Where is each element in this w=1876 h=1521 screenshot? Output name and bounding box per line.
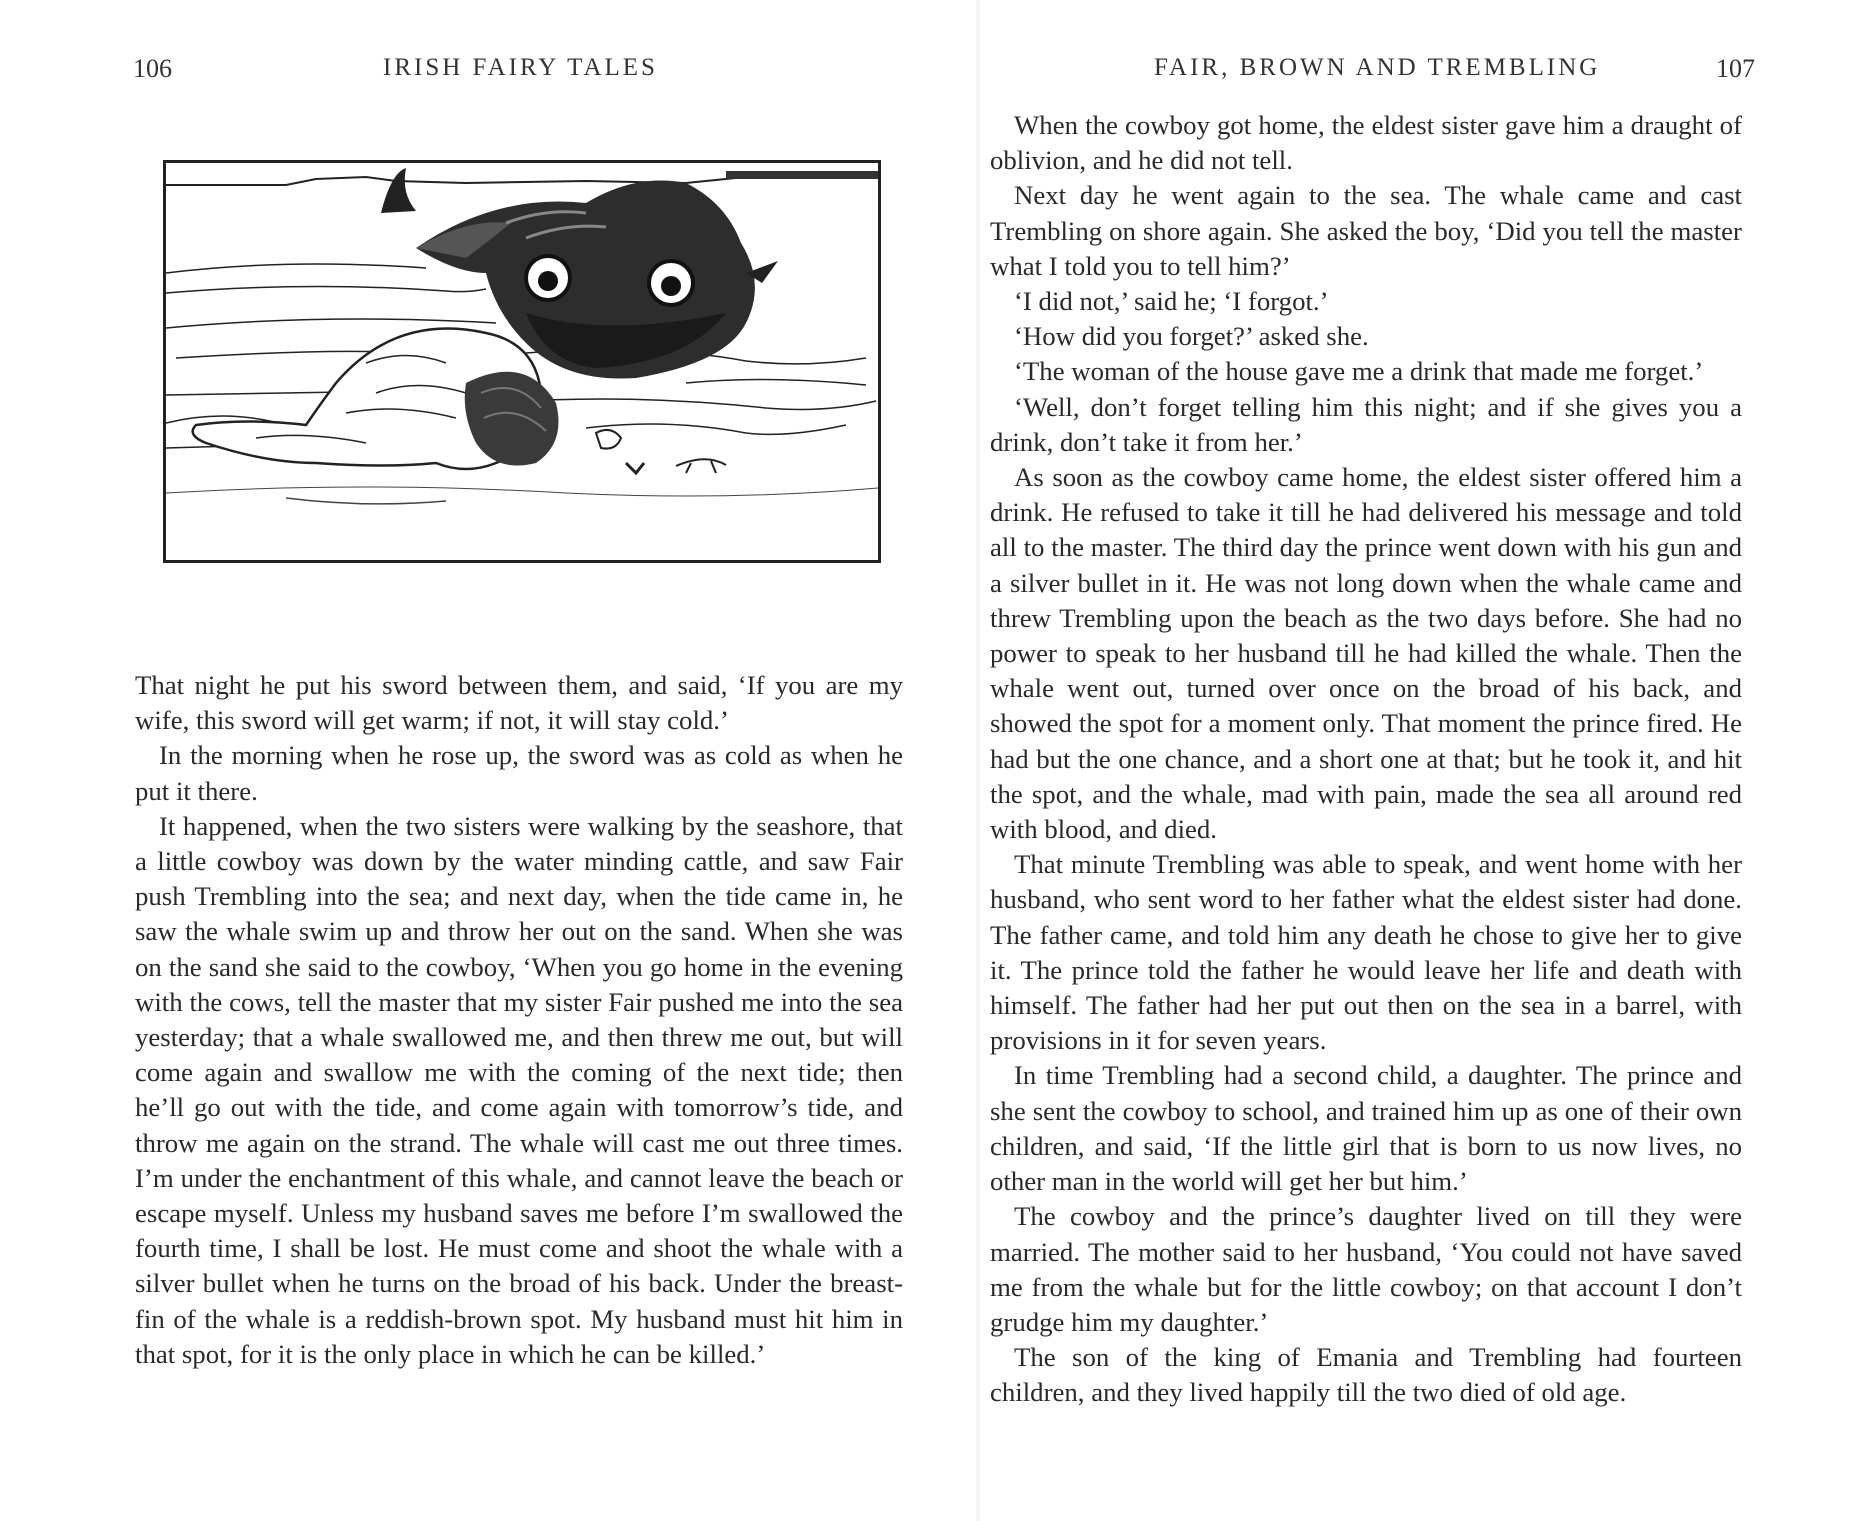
paragraph: The cowboy and the prince’s daughter lived on till they were married. The mother said to her husband, ‘You could not have saved me from the whale but for the little cowboy; on that account I don’t grudge him my daughter.’: [990, 1201, 1742, 1337]
whale-engraving: [166, 163, 878, 560]
paragraph: ‘The woman of the house gave me a drink that made me forget.’: [1014, 356, 1704, 387]
paragraph: In the morning when he rose up, the sword was as cold as when he put it there.: [135, 740, 903, 806]
paragraph: It happened, when the two sisters were walking by the seashore, that a little cowboy was down by the water minding cattle, and saw Fair push Trembling into the sea; and next day, when the tide came in, he saw the whale swim up and throw her out on the sand. When she was on the sand she said to the cowboy, ‘When you go home in the evening with the cows, tell the master that my sister Fair pushed me into the sea yesterday; that a whale swallowed me, and then threw me out, but will come again and swallow me with the coming of the next tide; then he’ll go out with the tide, and come again with tomorrow’s tide, and throw me again on the strand. The whale will cast me out three times. I’m under the enchantment of this whale, and cannot leave the beach or escape myself. Unless my husband saves me before I’m swallowed the fourth time, I shall be lost. He must come and shoot the whale with a silver bullet when he turns on the broad of his back. Under the breast-fin of the whale is a reddish-brown spot. My husband must hit him in that spot, for it is the only place in which he can be killed.’: [135, 810, 903, 1369]
paragraph: ‘Well, don’t forget telling him this night; and if she gives you a drink, don’t take it from her.’: [990, 391, 1742, 457]
right-page-number: 107: [1716, 54, 1755, 83]
paragraph: As soon as the cowboy came home, the eldest sister offered him a drink. He refused to take it till he had delivered his message and told all to the master. The third day the prince went down with his gun and a silver bullet in it. He was not long down when the whale came and threw Trembling upon the beach as the two days before. She had no power to speak to her husband till he had killed the whale. Then the whale went out, turned over once on the broad of his back, and showed the spot for a moment only. That moment the prince fired. He had but the one chance, and a short one at that; but he took it, and hit the spot, and the whale, mad with pain, made the sea all around red with blood, and died.: [990, 462, 1742, 845]
paragraph: When the cowboy got home, the eldest sister gave him a draught of oblivion, and he did not tell.: [990, 110, 1742, 176]
right-page-text: [990, 108, 1742, 1411]
whale-illustration: [163, 160, 881, 563]
left-page-number: 106: [133, 54, 172, 83]
paragraph: That night he put his sword between them, and said, ‘If you are my wife, this sword will get warm; if not, it will stay cold.’: [135, 670, 903, 736]
paragraph: ‘I did not,’ said he; ‘I forgot.’: [1014, 286, 1329, 317]
paragraph: That minute Trembling was able to speak, and went home with her husband, who sent word to her father what the eldest sister had done. The father came, and told him any death he chose to give her to give it. The prince told the father he would leave her life and death with himself. The father had her put out then on the sea in a barrel, with provisions in it for seven years.: [990, 849, 1742, 1056]
right-page: [981, 0, 1876, 1521]
paragraph: ‘How did you forget?’ asked she.: [1014, 321, 1369, 352]
paragraph: The son of the king of Emania and Trembling had fourteen children, and they lived happily till the two died of old age.: [990, 1342, 1742, 1408]
paragraph: In time Trembling had a second child, a daughter. The prince and she sent the cowboy to school, and trained him up as one of their own children, and said, ‘If the little girl that is born to us now lives, no other man in the world will get her but him.’: [990, 1060, 1742, 1197]
left-running-head: IRISH FAIRY TALES: [383, 54, 658, 81]
left-page-text: [135, 668, 903, 1372]
right-running-head: FAIR, BROWN AND TREMBLING: [1154, 54, 1601, 81]
paragraph: Next day he went again to the sea. The whale came and cast Trembling on shore again. She asked the boy, ‘Did you tell the master what I told you to tell him?’: [990, 180, 1742, 281]
